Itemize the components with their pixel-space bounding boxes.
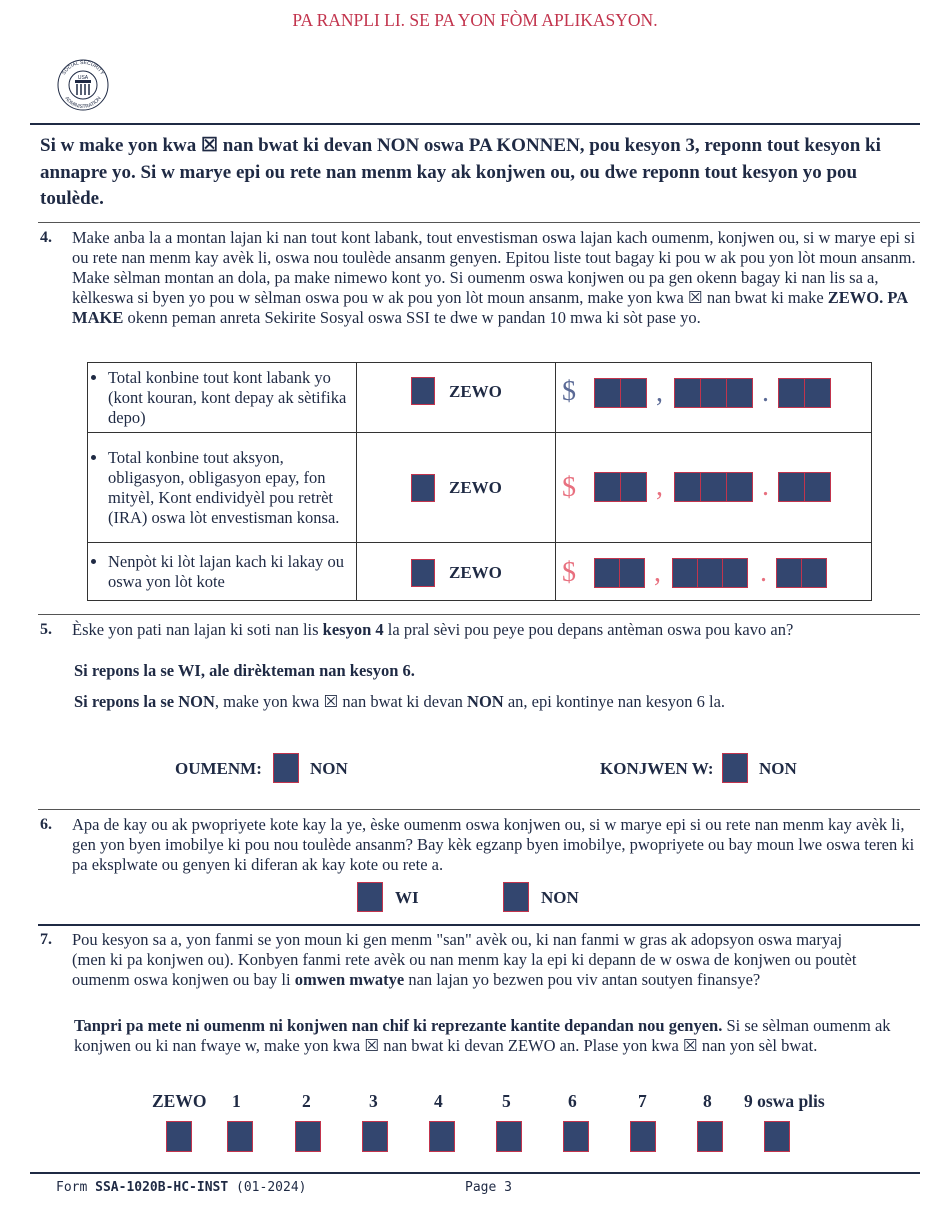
amount-digit-box[interactable] [726, 378, 753, 408]
dependents-option-label: 7 [638, 1091, 647, 1111]
zero-checkbox[interactable] [411, 377, 435, 405]
you-label: OUMENM: [175, 759, 262, 778]
dependents-option-label: 3 [369, 1091, 378, 1111]
zero-checkbox[interactable] [411, 474, 435, 502]
question-7-text: Pou kesyon sa a, yon fanmi se yon moun ki gen menm "san" avèk ou, ki nan fanmi w gras ak adopsyon oswa maryaj (men ki pa konjwen ou). Konbyen fanmi rete avèk ou nan menm kay la epi ki depann de w oswa de konjwen ou poutèt oumenm oswa konjwen ou bay li omwen mwatye nan lajan yo bezwen pou viv antan soutyen finansye? [72, 930, 857, 989]
amount-digit-box[interactable] [726, 472, 753, 502]
dependents-option-label: 8 [703, 1091, 712, 1111]
asset-label: • Nenpòt ki lòt lajan kach ki lakay ou oswa yon lòt kote [88, 543, 357, 601]
table-row [88, 363, 872, 433]
svg-text:SOCIAL SECURITY: SOCIAL SECURITY [61, 59, 105, 77]
amount-digit-box[interactable] [594, 558, 620, 588]
dependents-option-label: 4 [434, 1091, 443, 1111]
amount-digit-box[interactable] [620, 378, 647, 408]
amount-digit-box[interactable] [778, 378, 805, 408]
divider [38, 614, 920, 615]
dependents-9-plus-checkbox[interactable] [764, 1121, 790, 1152]
svg-text:ADMINISTRATION: ADMINISTRATION [63, 95, 103, 111]
zero-label: ZEWO [449, 478, 502, 497]
dependents-option-label: 5 [502, 1091, 511, 1111]
amount-digit-box[interactable] [776, 558, 802, 588]
zero-checkbox[interactable] [411, 559, 435, 587]
spouse-no-checkbox[interactable] [722, 753, 748, 783]
zero-label: ZEWO [449, 382, 502, 401]
question-number: 6. [40, 816, 52, 833]
table-row [88, 543, 872, 601]
table-row [88, 433, 872, 543]
divider [38, 222, 920, 223]
divider [38, 924, 920, 926]
question-6-text: Apa de kay ou ak pwopriyete kote kay la ye, èske oumenm oswa konjwen ou, si w marye epi si ou rete nan menm kay avèk li, gen yon byen imobilye ki pou nou toulède ansanm? Bay kèk egzanp byen imobilye, pwopriyete ou bay moun lwe oswa teren ki pa eksplwate ou genyen ki diferan ak kay kote ou rete a. [72, 815, 915, 874]
dependents-1-checkbox[interactable] [227, 1121, 253, 1152]
dollar-sign: $ [562, 472, 576, 503]
question-5-no-instruction: Si repons la se NON, make yon kwa ☒ nan bwat ki devan NON an, epi kontinye nan kesyon 6 la. [74, 692, 726, 711]
zero-label: ZEWO [449, 563, 502, 582]
amount-digit-box[interactable] [778, 472, 805, 502]
dependents-option-label: 9 oswa plis [744, 1091, 825, 1111]
amount-digit-box[interactable] [700, 378, 727, 408]
asset-label: • Total konbine tout aksyon, obligasyon, obligasyon epay, fon mityèl, Kont endividyèl pou retrèt (IRA) oswa lòt envestisman konsa. [88, 433, 357, 543]
amount-digit-box[interactable] [804, 472, 831, 502]
question-number: 4. [40, 229, 52, 246]
amount-digit-box[interactable] [722, 558, 748, 588]
dependents-7-checkbox[interactable] [630, 1121, 656, 1152]
question-number: 5. [40, 621, 52, 638]
dependents-6-checkbox[interactable] [563, 1121, 589, 1152]
dependents-4-checkbox[interactable] [429, 1121, 455, 1152]
page-number: Page 3 [465, 1180, 512, 1195]
decimal-point: . [762, 471, 769, 502]
decimal-point: . [760, 557, 767, 588]
dependents-2-checkbox[interactable] [295, 1121, 321, 1152]
divider [30, 1172, 920, 1174]
amount-digit-box[interactable] [674, 378, 701, 408]
amount-digit-box[interactable] [674, 472, 701, 502]
decimal-point: . [762, 377, 769, 408]
question-4-text: Make anba la a montan lajan ki nan tout kont labank, tout envestisman oswa lajan kach oumenm, konjwen ou, si w marye epi si ou rete nan menm kay avèk li, oswa nou toulède ansanm genyen. Epitou liste tout bagay ki pou w ak pou yon lòt moun ansanm. Make sèlman montan an dola, pa make nimewo kont yo. Si oumenm oswa konjwen ou pa gen okenn bagay ki nan lis sa a, kèlkeswa si byen yo pou w sèlman oswa pou w ak pou yon lòt moun ansanm, make yon kwa ☒ nan bwat ki make ZEWO. PA MAKE okenn peman anreta Sekirite Sosyal oswa SSI te dwe w pandan 10 mwa ki sòt pase yo. [72, 228, 916, 327]
amount-digit-box[interactable] [700, 472, 727, 502]
dollar-sign: $ [562, 557, 576, 588]
you-no-checkbox[interactable] [273, 753, 299, 783]
dependents-8-checkbox[interactable] [697, 1121, 723, 1152]
comma: , [654, 557, 661, 588]
comma: , [656, 377, 663, 408]
form-banner: PA RANPLI LI. SE PA YON FÒM APLIKASYON. [292, 10, 658, 30]
asset-label: • Total konbine tout kont labank yo (kont kouran, kont depay ak sètifika depo) [88, 363, 357, 433]
dependents-option-label: 2 [302, 1091, 311, 1111]
amount-digit-box[interactable] [594, 378, 621, 408]
assets-table [87, 362, 872, 601]
dependents-option-label: 6 [568, 1091, 577, 1111]
divider [38, 809, 920, 810]
q6-no-label: NON [541, 888, 579, 907]
q6-no-checkbox[interactable] [503, 882, 529, 912]
amount-digit-box[interactable] [619, 558, 645, 588]
dependents-5-checkbox[interactable] [496, 1121, 522, 1152]
ssa-seal-icon [54, 58, 112, 112]
form-footer-id: Form SSA-1020B-HC-INST (01-2024) [56, 1180, 307, 1195]
amount-digit-box[interactable] [697, 558, 723, 588]
dependents-zero-checkbox[interactable] [166, 1121, 192, 1152]
spouse-no-label: NON [759, 759, 797, 778]
q6-yes-checkbox[interactable] [357, 882, 383, 912]
amount-digit-box[interactable] [804, 378, 831, 408]
amount-digit-box[interactable] [801, 558, 827, 588]
comma: , [656, 471, 663, 502]
divider [30, 123, 920, 125]
amount-digit-box[interactable] [672, 558, 698, 588]
amount-digit-box[interactable] [594, 472, 621, 502]
spouse-label: KONJWEN W: [600, 759, 714, 778]
dependents-option-label: ZEWO [152, 1091, 207, 1111]
question-5-yes-instruction: Si repons la se WI, ale dirèkteman nan kesyon 6. [74, 661, 415, 680]
amount-digit-box[interactable] [620, 472, 647, 502]
dependents-option-label: 1 [232, 1091, 241, 1111]
dependents-3-checkbox[interactable] [362, 1121, 388, 1152]
question-number: 7. [40, 931, 52, 948]
instruction-text: Si w make yon kwa ☒ nan bwat ki devan NON oswa PA KONNEN, pou kesyon 3, reponn tout kesyon ki annapre yo. Si w marye epi ou rete nan menm kay ak konjwen ou, ou dwe reponn tout kesyon yo pou toulède. [40, 135, 881, 209]
q6-yes-label: WI [395, 888, 419, 907]
question-7-note: Tanpri pa mete ni oumenm ni konjwen nan chif ki reprezante kantite depandan nou genyen. Si se sèlman oumenm ak konjwen ou ki nan fwaye w, make yon kwa ☒ nan bwat ki devan ZEWO an. Plase yon kwa ☒ nan yon sèl bwat. [74, 1016, 891, 1055]
question-5-text: Èske yon pati nan lajan ki soti nan lis kesyon 4 la pral sèvi pou peye pou depans antèman oswa pou kavo an? [72, 620, 794, 639]
dollar-sign: $ [562, 376, 576, 407]
you-no-label: NON [310, 759, 348, 778]
svg-text:USA: USA [77, 75, 89, 81]
